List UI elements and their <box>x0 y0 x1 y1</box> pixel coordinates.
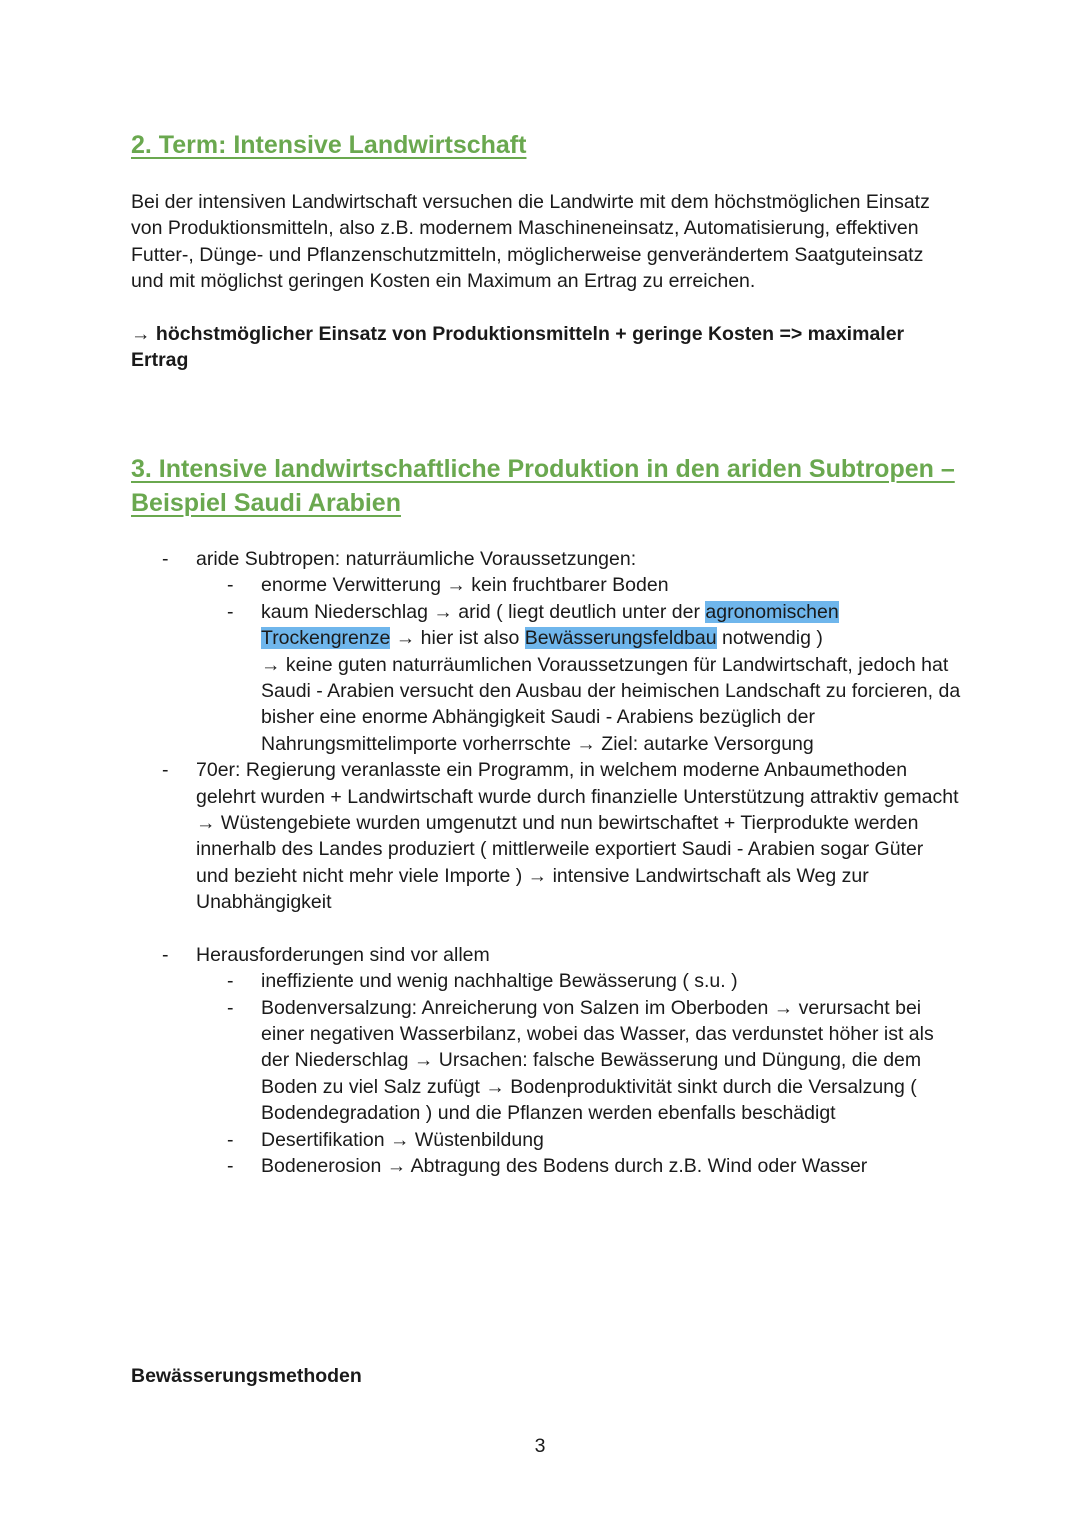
bullet-dash: - <box>162 759 169 782</box>
bullet-dash: - <box>227 970 234 993</box>
bullet-dash: - <box>227 574 234 597</box>
section-3-heading[interactable]: 3. Intensive landwirtschaftliche Produktion in den ariden Subtropen – Beispiel Saudi Arabien <box>131 455 955 517</box>
section-2-summary: → höchstmöglicher Einsatz von Produktionsmitteln + geringe Kosten => maximaler Ertrag <box>131 323 905 372</box>
list-item <box>196 1153 961 1179</box>
section-2-paragraph: Bei der intensiven Landwirtschaft versuchen die Landwirte mit dem höchstmöglichen Einsatz von Produktionsmitteln, also z.B. modernem Maschineneinsatz, Automatisierung, effektiven Futter-, Dünge- und Pflanzenschutzmitteln, möglicherweise genverändertem Saatguteinsatz und mit möglichst geringen Kosten ein Maximum an Ertrag zu erreichen. <box>131 191 930 293</box>
bullet-dash: - <box>227 1128 234 1151</box>
highlighted-term-bewaesserungsfeldbau: Bewässerungsfeldbau <box>524 627 717 650</box>
list-item <box>196 599 961 757</box>
bullet-challenges-text: Herausforderungen sind vor allem <box>196 943 490 966</box>
list-item <box>131 757 961 915</box>
list-item <box>196 968 961 994</box>
precipitation-text-2: → hier ist also <box>390 627 525 650</box>
list-item <box>196 995 961 1127</box>
salinization-text: Bodenversalzung: Anreicherung von Salzen im Oberboden → verursacht bei einer negativen Wasserbilanz, wobei das Wasser, das verdunstet höher ist als der Niederschlag → Ursachen: falsche Bewässerung und Düngung, die dem Boden zu viel Salz zufügt → Bodenproduktivität sinkt durch die Versalzung ( Bodendegradation ) und die Pflanzen werden ebenfalls beschädigt <box>261 996 934 1125</box>
section-3-bullet-list <box>131 546 961 1179</box>
highlighted-term-trockengrenze: agronomischen Trockengrenze <box>261 600 839 650</box>
list-item <box>131 546 961 757</box>
list-item <box>131 942 961 1180</box>
precipitation-text: kaum Niederschlag → arid ( liegt deutlich unter der <box>261 600 706 623</box>
precipitation-text-3: notwendig ) <box>716 627 823 650</box>
conditions-conclusion-text: → keine guten naturräumlichen Voraussetzungen für Landwirtschaft, jedoch hat Saudi - Arabien versucht den Ausbau der heimischen Landschaft zu forcieren, da bisher eine enorme Abhängigkeit Saudi - Arabiens bezüglich der Nahrungsmittelimporte vorherrschte → Ziel: autarke Versorgung <box>261 653 961 755</box>
list-item <box>196 572 961 598</box>
irrigation-text: ineffiziente und wenig nachhaltige Bewässerung ( s.u. ) <box>261 970 738 993</box>
page-number: 3 <box>534 1435 546 1457</box>
weathering-text: enorme Verwitterung → kein fruchtbarer Boden <box>261 574 669 597</box>
bullet-dash: - <box>162 548 169 570</box>
bullet-dash: - <box>162 943 169 966</box>
bullet-conditions-text: aride Subtropen: naturräumliche Voraussetzungen: <box>196 548 637 570</box>
challenges-sublist <box>196 968 961 1179</box>
conditions-sublist <box>196 572 961 757</box>
section-2-heading[interactable]: 2. Term: Intensive Landwirtschaft <box>131 131 527 159</box>
bullet-dash: - <box>227 1154 234 1177</box>
list-spacer <box>131 916 961 942</box>
bullet-dash: - <box>227 600 234 623</box>
list-item <box>196 1127 961 1153</box>
bullet-dash: - <box>227 996 234 1019</box>
erosion-text: Bodenerosion → Abtragung des Bodens durch z.B. Wind oder Wasser <box>261 1154 868 1177</box>
desertification-text: Desertifikation → Wüstenbildung <box>261 1128 544 1151</box>
irrigation-methods-heading: Bewässerungsmethoden <box>131 1365 362 1387</box>
bullet-program-text: 70er: Regierung veranlasste ein Programm, in welchem moderne Anbaumethoden gelehrt wurden + Landwirtschaft wurde durch finanzielle Unterstützung attraktiv gemacht → Wüstengebiete wurden umgenutzt und nun bewirtschaftet + Tierprodukte werden innerhalb des Landes produziert ( mittlerweile exportiert Saudi - Arabien sogar Güter und bezieht nicht mehr viele Importe ) → intensive Landwirtschaft als Weg zur Unabhängigkeit <box>196 759 959 914</box>
